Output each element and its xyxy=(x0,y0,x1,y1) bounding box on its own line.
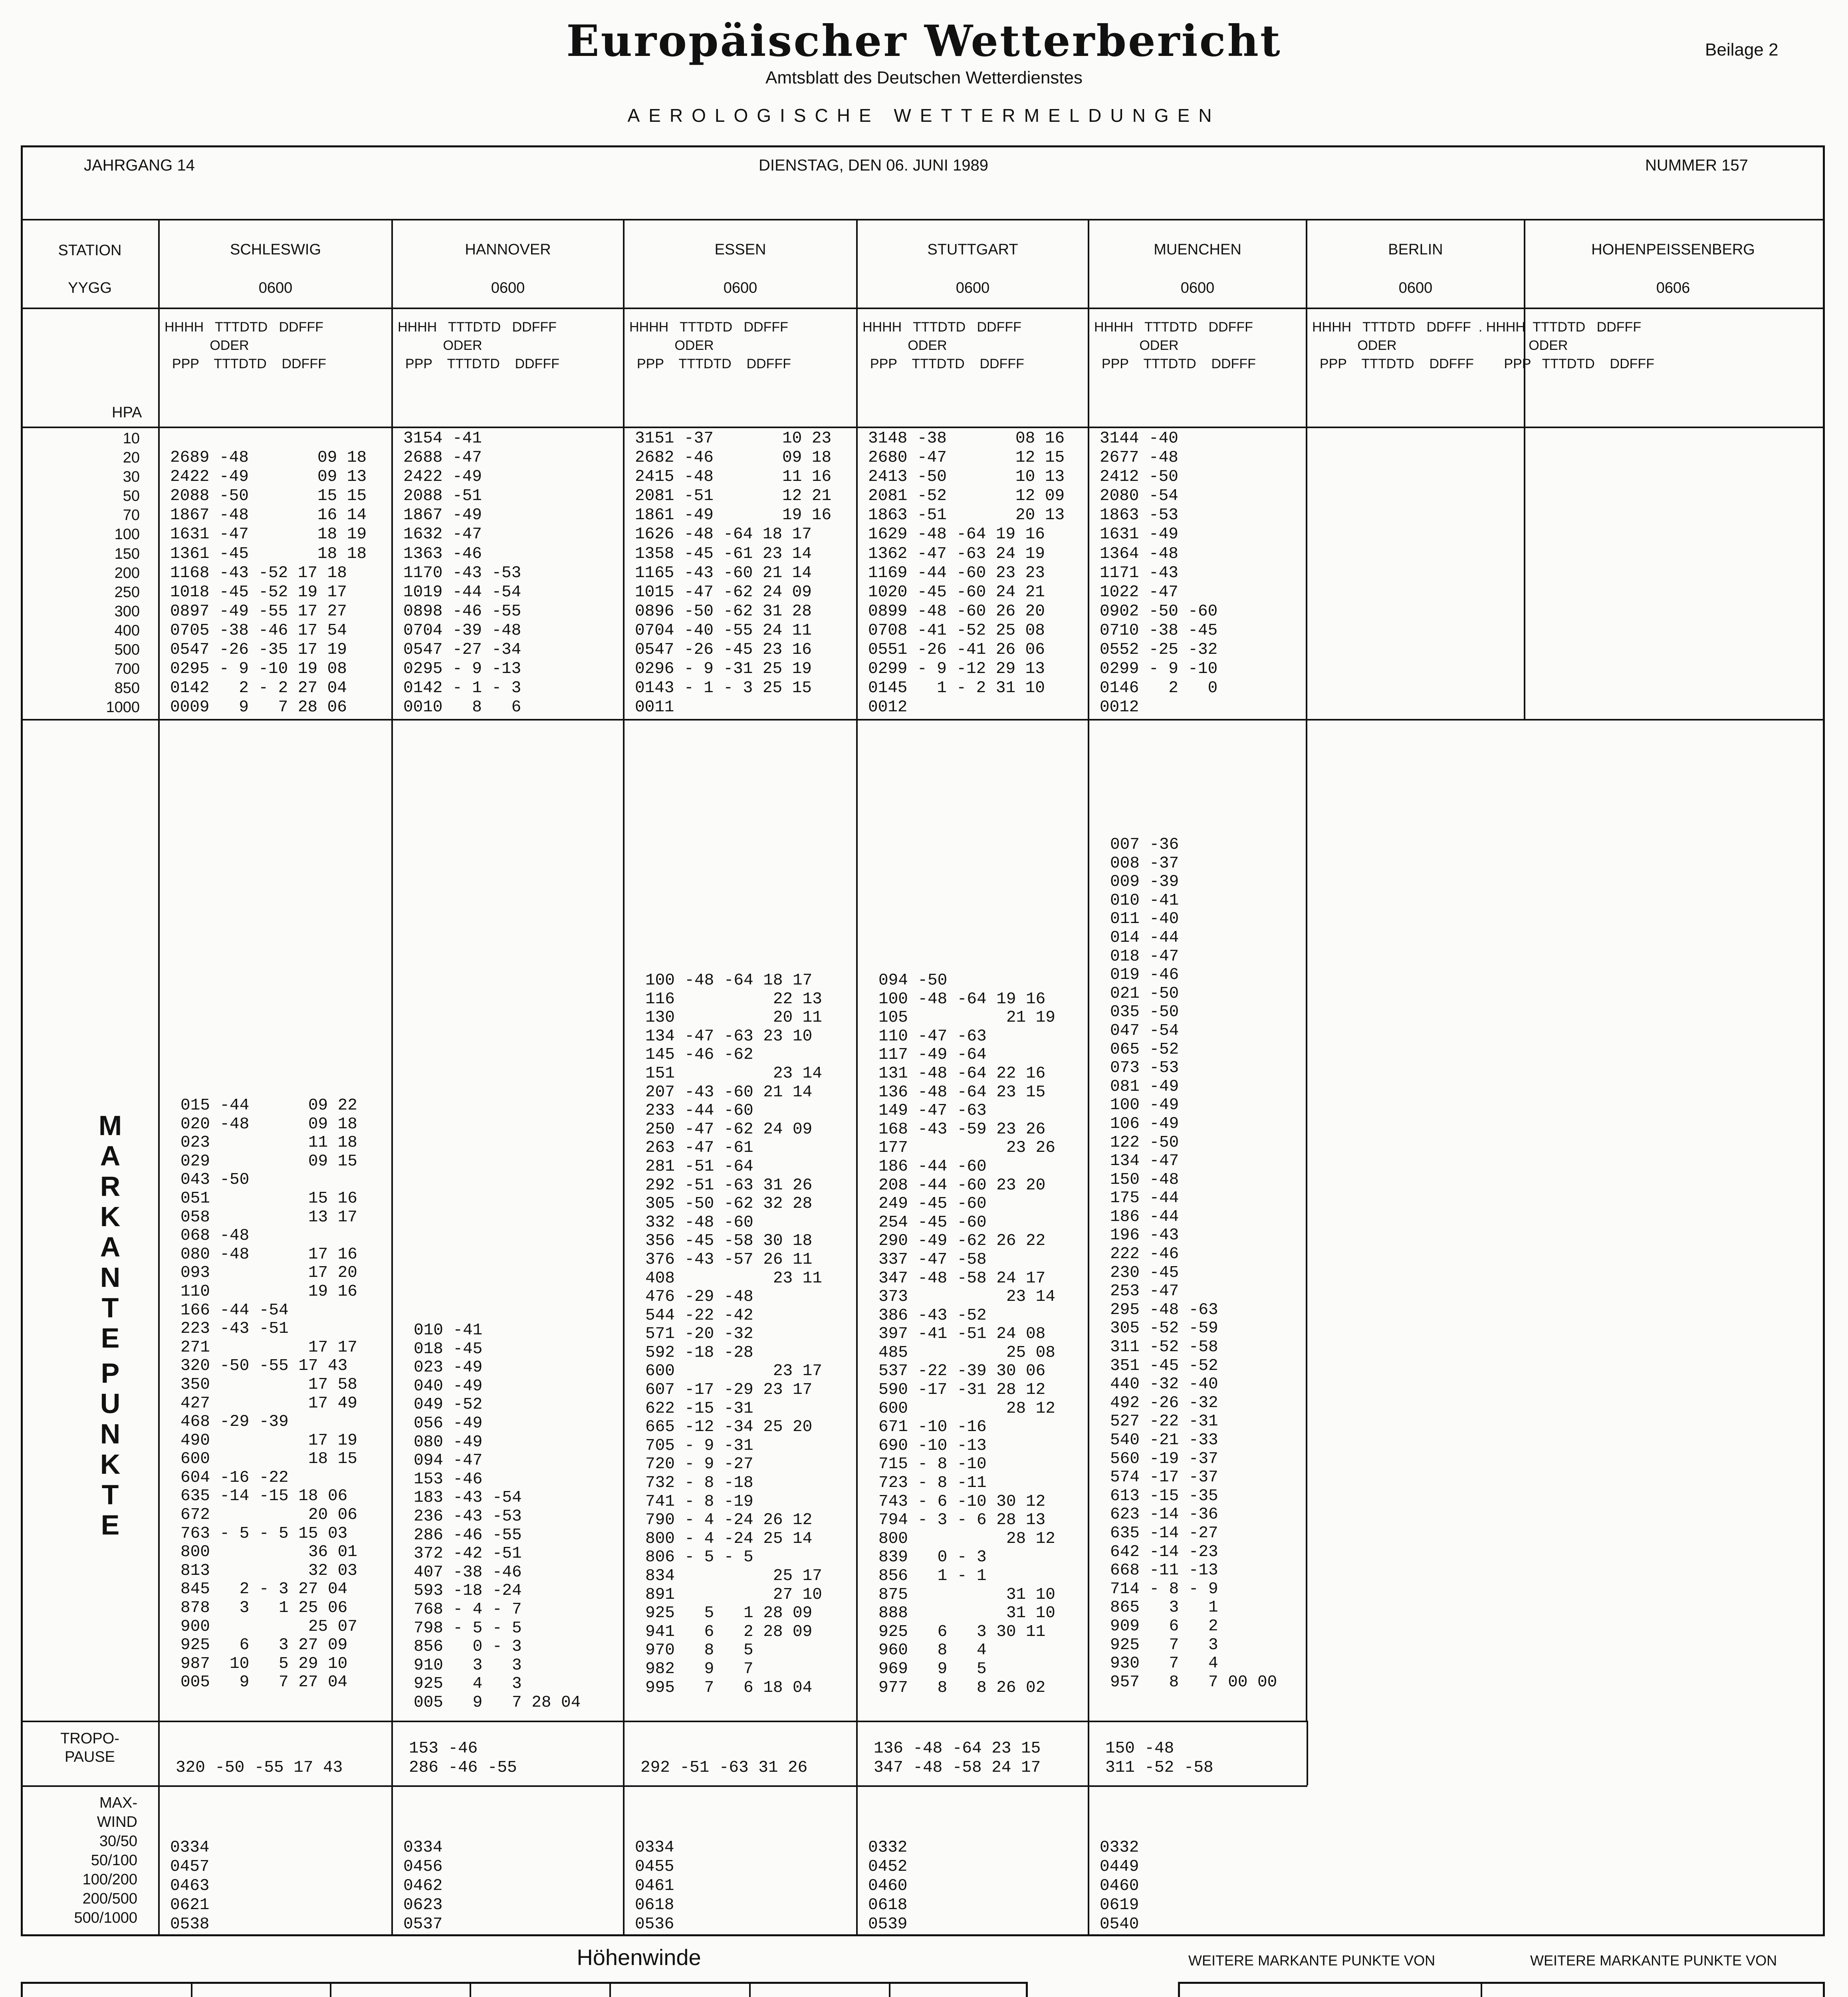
maxwind-values: 0334 0457 0463 0621 0538 xyxy=(170,1838,210,1933)
markant-points: 100 -48 -64 18 17 116 22 13 130 20 11 134 -47 -63 23 10 145 -46 -62 151 23 14 207 -43 -60 21 14 233 -44 -60 250 -47 -62 24 09 263 -47 -61 281 -51 -64 292 -51 -63 31 26 305 -50 -62 32 28 332 -48 -60 356 -45 -58 30 18 376 -43 -57 26 11 408 23 11 476 -29 -48 544 -22 -42 571 -20 -32 592 -18 -28 600 23 17 607 -17 -29 23 17 622 -15 -31 665 -12 -34 25 20 705 - 9 -31 720 - 9 -27 732 - 8 -18 741 - 8 -19 790 - 4 -24 26 12 800 - 4 -24 25 14 806 - 5 - 5 834 25 17 891 27 10 925 5 1 28 09 941 6 2 28 09 970 8 5 982 9 7 995 7 6 18 04 xyxy=(645,971,822,1697)
column-heading-right: HHHH TTTDTD DDFFF . HHHH TTTDTD DDFFF ODER ODER PPP TTTDTD DDFFF PPP TTTDTD DDFFF xyxy=(1312,320,1654,371)
vertical-letter: T xyxy=(101,1292,119,1323)
hw-col xyxy=(191,1982,192,1997)
date-label: DIENSTAG, DEN 06. JUNI 1989 xyxy=(759,157,988,174)
rule-header xyxy=(21,219,1825,220)
jahrgang-label: JAHRGANG 14 xyxy=(84,157,195,174)
col-sep xyxy=(391,219,393,1936)
column-heading: HHHH TTTDTD DDFFF ODER PPP TTTDTD DDFFF xyxy=(863,320,1024,371)
punkte-vertical-label xyxy=(98,1358,122,1540)
column-heading: HHHH TTTDTD DDFFF ODER PPP TTTDTD DDFFF xyxy=(629,320,791,371)
col-sep xyxy=(1307,1721,1308,1785)
station-time: 0606 xyxy=(1656,280,1690,296)
station-name: SCHLESWIG xyxy=(230,241,321,258)
tropopause-values: 320 -50 -55 17 43 xyxy=(176,1759,343,1777)
page-subtitle: Amtsblatt des Deutschen Wetterdienstes xyxy=(765,68,1083,87)
station-time: 0600 xyxy=(956,280,990,296)
section-title: AEROLOGISCHE WETTERMELDUNGEN xyxy=(627,105,1221,126)
maxwind-label: MAX- WIND 30/50 50/100 100/200 200/500 500/1000 xyxy=(74,1795,137,1926)
standard-levels: 3144 -40 2677 -48 2412 -50 2080 -54 1863 -53 1631 -49 1364 -48 1171 -43 1022 -47 0902 -50 -60 0710 -38 -45 0552 -25 -32 0299 - 9 -10 0146 2 0 0012 xyxy=(1100,429,1218,717)
hw-col xyxy=(749,1982,751,1997)
rule-stations xyxy=(21,308,1825,309)
hw-col xyxy=(470,1982,471,1997)
hoehenwinde-frame xyxy=(21,1982,1028,1997)
column-heading: HHHH TTTDTD DDFFF ODER PPP TTTDTD DDFFF xyxy=(1094,320,1256,371)
hw-col xyxy=(889,1982,890,1997)
hw-col xyxy=(609,1982,611,1997)
station-name: ESSEN xyxy=(714,241,766,258)
standard-levels: 2689 -48 09 18 2422 -49 09 13 2088 -50 15 15 1867 -48 16 14 1631 -47 18 19 1361 -45 18 18 1168 -43 -52 17 18 1018 -45 -52 19 17 0897 -49 -55 17 27 0705 -38 -46 17 54 0547 -26 -35 17 19 0295 - 9 -10 19 08 0142 2 - 2 27 04 0009 9 7 28 06 xyxy=(170,449,367,717)
vertical-letter: T xyxy=(101,1479,119,1510)
vertical-letter: N xyxy=(100,1262,121,1293)
station-time: 0600 xyxy=(491,280,525,296)
col-sep xyxy=(158,219,160,1936)
station-name: HOHENPEISSENBERG xyxy=(1591,241,1755,258)
tropopause-values: 292 -51 -63 31 26 xyxy=(640,1759,808,1777)
station-label: STATION xyxy=(58,242,122,259)
markant-points: 007 -36 008 -37 009 -39 010 -41 011 -40 014 -44 018 -47 019 -46 021 -50 035 -50 047 -54 065 -52 073 -53 081 -49 100 -49 106 -49 122 -50 134 -47 150 -48 175 -44 186 -44 196 -43 222 -46 230 -45 253 -47 295 -48 -63 305 -52 -59 311 -52 -58 351 -45 -52 440 -32 -40 492 -26 -32 527 -22 -31 540 -21 -33 560 -19 -37 574 -17 -37 613 -15 -35 623 -14 -36 635 -14 -27 642 -14 -23 668 -11 -13 714 - 8 - 9 865 3 1 909 6 2 925 7 3 930 7 4 957 8 7 00 00 xyxy=(1110,836,1277,1691)
vertical-letter: A xyxy=(100,1231,121,1263)
station-name: MUENCHEN xyxy=(1154,241,1241,258)
weitere-title-left: WEITERE MARKANTE PUNKTE VON xyxy=(1188,1952,1436,1969)
page-title: Europäischer Wetterbericht xyxy=(566,16,1282,66)
vertical-letter: U xyxy=(100,1388,121,1419)
station-name: BERLIN xyxy=(1388,241,1443,258)
rule-standard xyxy=(21,719,1825,721)
vertical-letter: E xyxy=(101,1509,120,1540)
hpa-levels: 10 20 30 50 70 100 150 200 250 300 400 500 700 850 1000 xyxy=(106,430,140,716)
tropopause-values: 136 -48 -64 23 15 347 -48 -58 24 17 xyxy=(874,1739,1041,1777)
tropopause-values: 150 -48 311 -52 -58 xyxy=(1105,1739,1213,1777)
station-name: HANNOVER xyxy=(465,241,551,258)
rule-tropo xyxy=(21,1785,1307,1787)
station-time: 0600 xyxy=(1180,280,1215,296)
maxwind-values: 0332 0449 0460 0619 0540 xyxy=(1100,1838,1139,1933)
hpa-label: HPA xyxy=(112,404,142,421)
hw-col xyxy=(330,1982,331,1997)
column-heading: HHHH TTTDTD DDFFF ODER PPP TTTDTD DDFFF xyxy=(165,320,326,371)
station-time: 0600 xyxy=(258,280,293,296)
station-time: 0600 xyxy=(1398,280,1433,296)
vertical-letter: P xyxy=(101,1358,120,1389)
station-time: 0600 xyxy=(723,280,757,296)
markant-points: 094 -50 100 -48 -64 19 16 105 21 19 110 -47 -63 117 -49 -64 131 -48 -64 22 16 136 -48 -64 23 15 149 -47 -63 168 -43 -59 23 26 177 23 26 186 -44 -60 208 -44 -60 23 20 249 -45 -60 254 -45 -60 290 -49 -62 26 22 337 -47 -58 347 -48 -58 24 17 373 23 14 386 -43 -52 397 -41 -51 24 08 485 25 08 537 -22 -39 30 06 590 -17 -31 28 12 600 28 12 671 -10 -16 690 -10 -13 715 - 8 -10 723 - 8 -11 743 - 6 -10 30 12 794 - 3 - 6 28 13 800 28 12 839 0 - 3 856 1 - 1 875 31 10 888 31 10 925 6 3 30 11 960 8 4 969 9 5 977 8 8 26 02 xyxy=(878,971,1055,1697)
markant-points: 015 -44 09 22 020 -48 09 18 023 11 18 029 09 15 043 -50 051 15 16 058 13 17 068 -48 080 -48 17 16 093 17 20 110 19 16 166 -44 -54 223 -43 -51 271 17 17 320 -50 -55 17 43 350 17 58 427 17 49 468 -29 -39 490 17 19 600 18 15 604 -16 -22 635 -14 -15 18 06 672 20 06 763 - 5 - 5 15 03 800 36 01 813 32 03 845 2 - 3 27 04 878 3 1 25 06 900 25 07 925 6 3 27 09 987 10 5 29 10 005 9 7 27 04 xyxy=(180,1096,357,1692)
weitere-frame xyxy=(1178,1982,1825,1997)
beilage-label: Beilage 2 xyxy=(1705,40,1779,60)
tropopause-values: 153 -46 286 -46 -55 xyxy=(409,1739,517,1777)
vertical-letter: A xyxy=(100,1140,121,1171)
col-sep xyxy=(856,219,858,1936)
vertical-letter: N xyxy=(100,1418,121,1449)
vertical-letter: R xyxy=(100,1171,121,1202)
yygg-label: YYGG xyxy=(68,280,112,296)
maxwind-values: 0334 0455 0461 0618 0536 xyxy=(635,1838,674,1933)
weitere-title-right: WEITERE MARKANTE PUNKTE VON xyxy=(1530,1952,1777,1969)
vertical-letter: E xyxy=(101,1322,120,1354)
tropopause-label: TROPO- PAUSE xyxy=(60,1730,119,1765)
markante-vertical-label xyxy=(98,1110,122,1353)
station-name: STUTTGART xyxy=(927,241,1018,258)
standard-levels: 3154 -41 2688 -47 2422 -49 2088 -51 1867 -49 1632 -47 1363 -46 1170 -43 -53 1019 -44 -54 0898 -46 -55 0704 -39 -48 0547 -27 -34 0295 - 9 -13 0142 - 1 - 3 0010 8 6 xyxy=(403,429,521,717)
vertical-letter: M xyxy=(98,1110,122,1141)
vertical-letter: K xyxy=(100,1201,121,1232)
standard-levels: 3151 -37 10 23 2682 -46 09 18 2415 -48 11 16 2081 -51 12 21 1861 -49 19 16 1626 -48 -64 18 17 1358 -45 -61 23 14 1165 -43 -60 21 14 1015 -47 -62 24 09 0896 -50 -62 31 28 0704 -40 -55 24 11 0547 -26 -45 23 16 0296 - 9 -31 25 19 0143 - 1 - 3 25 15 0011 xyxy=(635,429,832,717)
weitere-col xyxy=(1481,1982,1482,1997)
rule-hpa xyxy=(21,427,1825,428)
col-sep xyxy=(1306,219,1307,1721)
rule-markant xyxy=(21,1721,1307,1722)
column-heading: HHHH TTTDTD DDFFF ODER PPP TTTDTD DDFFF xyxy=(398,320,559,371)
hoehenwinde-title: Höhenwinde xyxy=(577,1945,701,1970)
nummer-label: NUMMER 157 xyxy=(1645,157,1748,174)
maxwind-values: 0334 0456 0462 0623 0537 xyxy=(403,1838,443,1933)
col-sep xyxy=(1088,219,1089,1936)
markant-points: 010 -41 018 -45 023 -49 040 -49 049 -52 056 -49 080 -49 094 -47 153 -46 183 -43 -54 236 -43 -53 286 -46 -55 372 -42 -51 407 -38 -46 593 -18 -24 768 - 4 - 7 798 - 5 - 5 856 0 - 3 910 3 3 925 4 3 005 9 7 28 04 xyxy=(414,1321,581,1712)
vertical-letter: K xyxy=(100,1449,121,1480)
col-sep xyxy=(623,219,625,1936)
standard-levels: 3148 -38 08 16 2680 -47 12 15 2413 -50 10 13 2081 -52 12 09 1863 -51 20 13 1629 -48 -64 19 16 1362 -47 -63 24 19 1169 -44 -60 23 23 1020 -45 -60 24 21 0899 -48 -60 26 20 0708 -41 -52 25 08 0551 -26 -41 26 06 0299 - 9 -12 29 13 0145 1 - 2 31 10 0012 xyxy=(868,429,1065,717)
maxwind-values: 0332 0452 0460 0618 0539 xyxy=(868,1838,908,1933)
